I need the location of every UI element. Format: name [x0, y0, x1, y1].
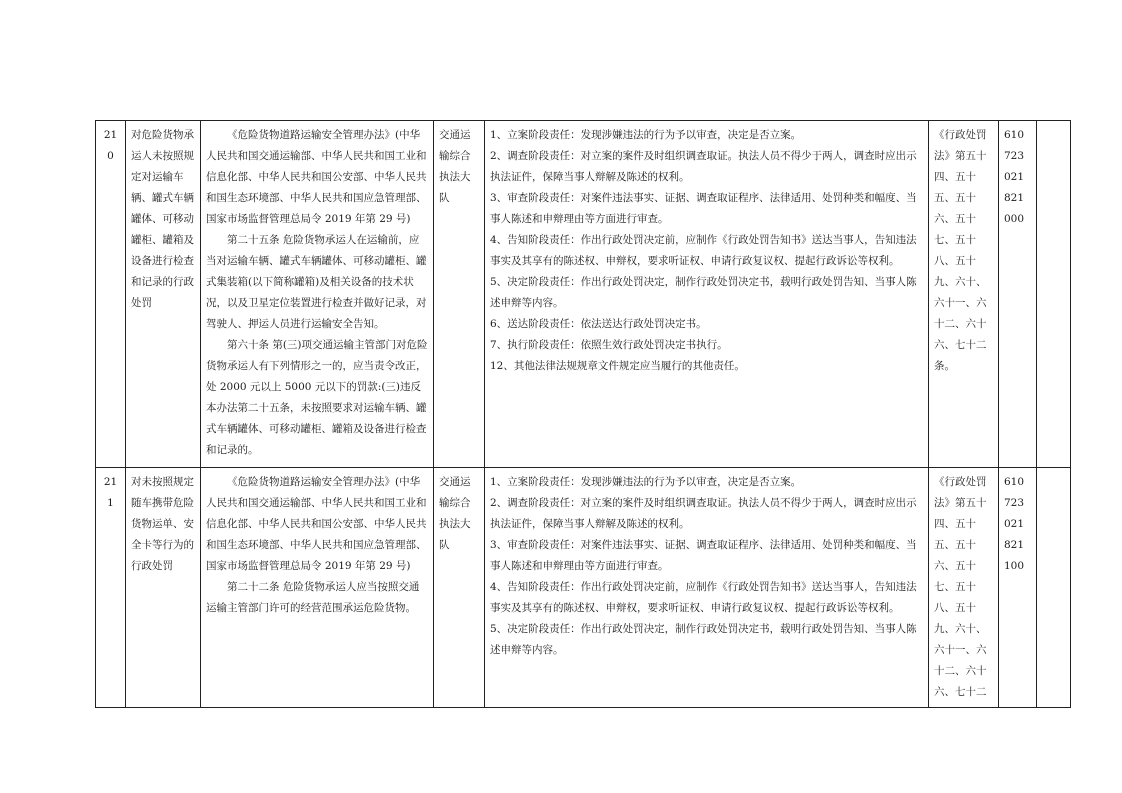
responsibility-item: 4、告知阶段责任：作出行政处罚决定前，应制作《行政处罚告知书》送达当事人，告知违法事实及其享有的陈述权、申辩权，要求听证权、申请行政复议权、提起行政诉讼等权利。 — [490, 234, 917, 267]
row-number: 211 — [96, 468, 126, 708]
legal-paragraph: 第二十五条 危险货物承运人在运输前，应当对运输车辆、罐式车辆罐体、可移动罐柜、罐式集装箱(以下简称罐箱)及相关设备的技术状况，以及卫星定位装置进行检查并做好记录，对驾驶人、押运人员进行运输安全告知。 — [206, 234, 427, 330]
responsibility-item: 5、决定阶段责任：作出行政处罚决定，制作行政处罚决定书，载明行政处罚告知、当事人陈述申辩等内容。 — [490, 276, 917, 309]
item-name: 对未按照规定随车携带危险货物运单、安全卡等行为的行政处罚 — [126, 468, 201, 708]
item-code — [999, 121, 1037, 468]
department: 交通运输综合执法大队 — [434, 121, 485, 468]
code-part: 021 — [1004, 171, 1025, 183]
legal-paragraph: 《危险货物道路运输安全管理办法》(中华人民共和国交通运输部、中华人民共和国工业和信息化部、中华人民共和国公安部、中华人民共和国生态环境部、中华人民共和国应急管理部、国家市场监督管理总局令 2019 年第 29 号) — [206, 476, 427, 572]
penalty-law-basis: 《行政处罚法》第五十四、五十五、五十六、五十七、五十八、五十九、六十、六十一、六十二、六十六、七十二 — [929, 468, 999, 708]
responsibility-item: 5、决定阶段责任：作出行政处罚决定，制作行政处罚决定书，载明行政处罚告知、当事人陈述申辩等内容。 — [490, 623, 917, 656]
legal-basis — [201, 121, 434, 468]
responsibility-item: 2、调查阶段责任：对立案的案件及时组织调查取证。执法人员不得少于两人，调查时应出示执法证件，保障当事人辩解及陈述的权利。 — [490, 497, 917, 530]
responsibility-list — [485, 121, 929, 468]
table-row — [96, 121, 1071, 468]
code-part: 021 — [1004, 518, 1025, 530]
item-name: 对危险货物承运人未按照规定对运输车辆、罐式车辆罐体、可移动罐柜、罐箱及设备进行检查和记录的行政处罚 — [126, 121, 201, 468]
code-part: 821 — [1004, 192, 1025, 204]
penalty-law-basis: 《行政处罚法》第五十四、五十五、五十六、五十七、五十八、五十九、六十、六十一、六十二、六十六、七十二条。 — [929, 121, 999, 468]
responsibility-item: 3、审查阶段责任：对案件违法事实、证据、调查取证程序、法律适用、处罚种类和幅度、当事人陈述和申辩理由等方面进行审查。 — [490, 192, 917, 225]
legal-basis — [201, 468, 434, 708]
code-part: 723 — [1004, 497, 1025, 509]
code-part: 821 — [1004, 539, 1025, 551]
responsibility-item: 1、立案阶段责任：发现涉嫌违法的行为予以审查，决定是否立案。 — [490, 476, 802, 488]
responsibility-item: 3、审查阶段责任：对案件违法事实、证据、调查取证程序、法律适用、处罚种类和幅度、当事人陈述和申辩理由等方面进行审查。 — [490, 539, 917, 572]
legal-paragraph: 《危险货物道路运输安全管理办法》(中华人民共和国交通运输部、中华人民共和国工业和信息化部、中华人民共和国公安部、中华人民共和国生态环境部、中华人民共和国应急管理部、国家市场监督管理总局令 2019 年第 29 号) — [206, 129, 427, 225]
legal-paragraph: 第二十二条 危险货物承运人应当按照交通运输主管部门许可的经营范围承运危险货物。 — [206, 581, 420, 614]
code-part: 723 — [1004, 150, 1025, 162]
code-part: 100 — [1004, 560, 1025, 572]
item-code — [999, 468, 1037, 708]
responsibility-item: 2、调查阶段责任：对立案的案件及时组织调查取证。执法人员不得少于两人，调查时应出示执法证件，保障当事人辩解及陈述的权利。 — [490, 150, 917, 183]
responsibility-item: 6、送达阶段责任：依法送达行政处罚决定书。 — [490, 318, 707, 330]
department: 交通运输综合执法大队 — [434, 468, 485, 708]
remarks-cell — [1037, 121, 1071, 468]
responsibility-list — [485, 468, 929, 708]
table-row — [96, 468, 1071, 708]
responsibility-item: 12、其他法律法规规章文件规定应当履行的其他责任。 — [490, 360, 745, 372]
code-part: 000 — [1004, 213, 1025, 225]
row-number: 210 — [96, 121, 126, 468]
code-part: 610 — [1004, 129, 1025, 141]
penalty-table — [95, 120, 1071, 708]
legal-paragraph: 第六十条 第(三)项交通运输主管部门对危险货物承运人有下列情形之一的，应当责令改正，处 2000 元以上 5000 元以下的罚款:(三)违反本办法第二十五条，未按照要求对运输车辆、罐式车辆罐体、可移动罐柜、罐箱及设备进行检查和记录的。 — [206, 339, 428, 456]
responsibility-item: 4、告知阶段责任：作出行政处罚决定前，应制作《行政处罚告知书》送达当事人，告知违法事实及其享有的陈述权、申辩权，要求听证权、申请行政复议权、提起行政诉讼等权利。 — [490, 581, 917, 614]
responsibility-item: 1、立案阶段责任：发现涉嫌违法的行为予以审查，决定是否立案。 — [490, 129, 802, 141]
remarks-cell — [1037, 468, 1071, 708]
responsibility-item: 7、执行阶段责任：依照生效行政处罚决定书执行。 — [490, 339, 728, 351]
code-part: 610 — [1004, 476, 1025, 488]
